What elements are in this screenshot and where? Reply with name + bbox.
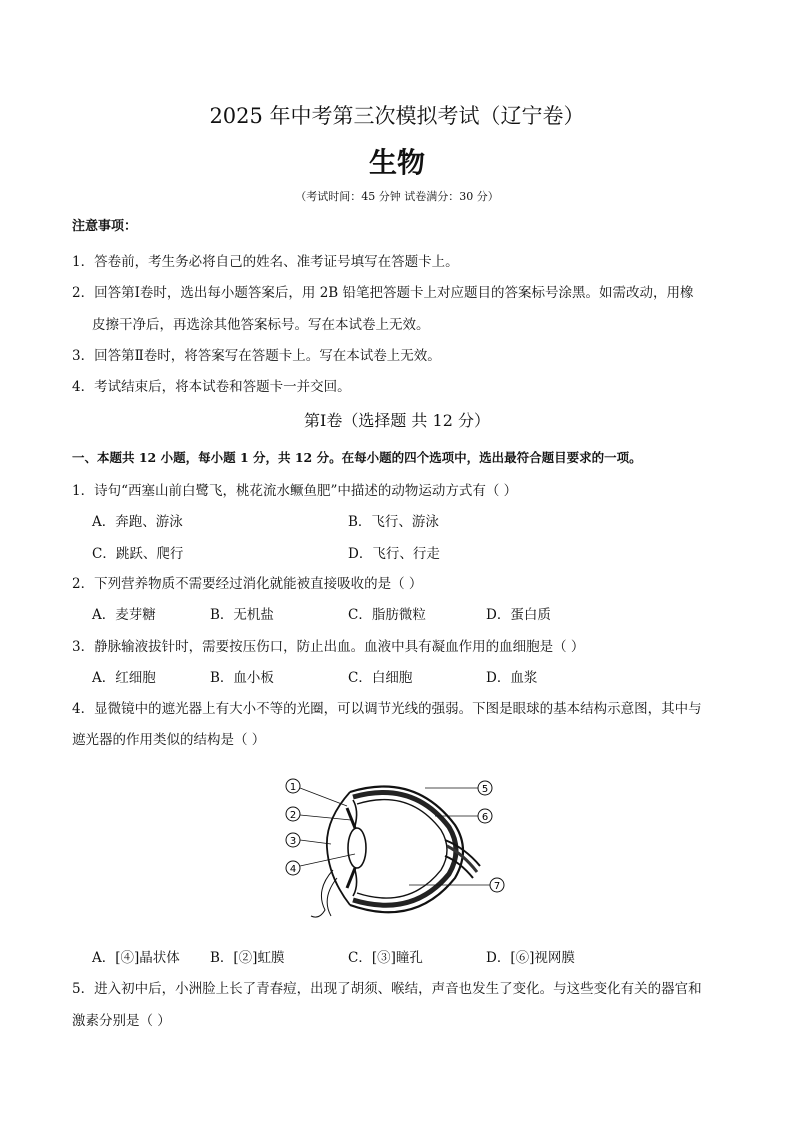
diagram-label-5 bbox=[478, 781, 492, 795]
diagram-label-2 bbox=[286, 807, 300, 821]
svg-text:3: 3 bbox=[289, 836, 297, 847]
question-2-option-a: A．麦芽糖 bbox=[92, 607, 156, 623]
question-4-option-d: D．[⑥]视网膜 bbox=[486, 950, 575, 966]
question-2-option-b: B．无机盐 bbox=[210, 607, 274, 623]
exam-title: 2025 年中考第三次模拟考试（辽宁卷） bbox=[209, 104, 585, 128]
question-1-option-c: C．跳跃、爬行 bbox=[92, 546, 184, 562]
question-1-option-a: A．奔跑、游泳 bbox=[92, 514, 183, 530]
svg-text:4: 4 bbox=[289, 864, 297, 875]
svg-text:2: 2 bbox=[289, 810, 297, 821]
question-4-option-b: B．[②]虹膜 bbox=[210, 950, 285, 966]
notice-heading: 注意事项： bbox=[72, 219, 138, 234]
diagram-label-1 bbox=[286, 779, 300, 793]
question-5-stem-line2: 激素分别是（ ） bbox=[72, 1013, 171, 1029]
question-2-option-c: C．脂肪微粒 bbox=[348, 607, 426, 623]
question-3-option-b: B．血小板 bbox=[210, 670, 274, 686]
diagram-label-6 bbox=[478, 809, 492, 823]
notice-item-2: 2．回答第Ⅰ卷时，选出每小题答案后，用 2B 铅笔把答题卡上对应题目的答案标号涂黑。如需改动，用橡 bbox=[72, 285, 694, 301]
subject-title: 生物 bbox=[368, 146, 425, 179]
question-5-stem-line1: 5．进入初中后，小洲脸上长了青春痘，出现了胡须、喉结，声音也发生了变化。与这些变化有关的器官和 bbox=[72, 981, 702, 997]
svg-text:5: 5 bbox=[481, 784, 489, 795]
svg-text:6: 6 bbox=[481, 812, 489, 823]
question-3-option-c: C．白细胞 bbox=[348, 670, 413, 686]
svg-text:7: 7 bbox=[493, 881, 501, 892]
question-3-option-d: D．血浆 bbox=[486, 670, 538, 686]
exam-info: （考试时间：45 分钟 试卷满分：30 分） bbox=[295, 190, 499, 203]
question-4-stem-line1: 4．显微镜中的遮光器上有大小不等的光圈，可以调节光线的强弱。下图是眼球的基本结构示意图，其中与 bbox=[72, 701, 702, 717]
question-3-stem: 3．静脉输液拔针时，需要按压伤口，防止出血。血液中具有凝血作用的血细胞是（ ） bbox=[72, 639, 585, 655]
notice-item-2-cont: 皮擦干净后，再选涂其他答案标号。写在本试卷上无效。 bbox=[92, 317, 430, 333]
svg-text:1: 1 bbox=[289, 782, 297, 793]
question-3-option-a: A．红细胞 bbox=[92, 670, 156, 686]
question-1-option-d: D．飞行、行走 bbox=[348, 546, 440, 562]
question-4-option-c: C．[③]瞳孔 bbox=[348, 950, 423, 966]
eyeball-structure-diagram bbox=[275, 770, 515, 930]
question-2-stem: 2．下列营养物质不需要经过消化就能被直接吸收的是（ ） bbox=[72, 576, 423, 592]
question-4-stem-line2: 遮光器的作用类似的结构是（ ） bbox=[72, 732, 266, 748]
diagram-label-7 bbox=[490, 878, 504, 892]
notice-item-3: 3．回答第Ⅱ卷时，将答案写在答题卡上。写在本试卷上无效。 bbox=[72, 348, 441, 364]
notice-item-1: 1．答卷前，考生务必将自己的姓名、准考证号填写在答题卡上。 bbox=[72, 254, 459, 270]
section-title: 第Ⅰ卷（选择题 共 12 分） bbox=[304, 411, 490, 430]
question-2-option-d: D．蛋白质 bbox=[486, 607, 551, 623]
question-4-option-a: A．[④]晶状体 bbox=[92, 950, 180, 966]
question-1-option-b: B．飞行、游泳 bbox=[348, 514, 439, 530]
diagram-label-3 bbox=[286, 833, 300, 847]
section-instruction: 一、本题共 12 小题，每小题 1 分，共 12 分。在每小题的四个选项中，选出最符合题目要求的一项。 bbox=[72, 450, 642, 465]
question-1-stem: 1．诗句“西塞山前白鹭飞，桃花流水鳜鱼肥”中描述的动物运动方式有（ ） bbox=[72, 483, 518, 499]
diagram-label-4 bbox=[286, 861, 300, 875]
notice-item-4: 4．考试结束后，将本试卷和答题卡一并交回。 bbox=[72, 379, 351, 395]
